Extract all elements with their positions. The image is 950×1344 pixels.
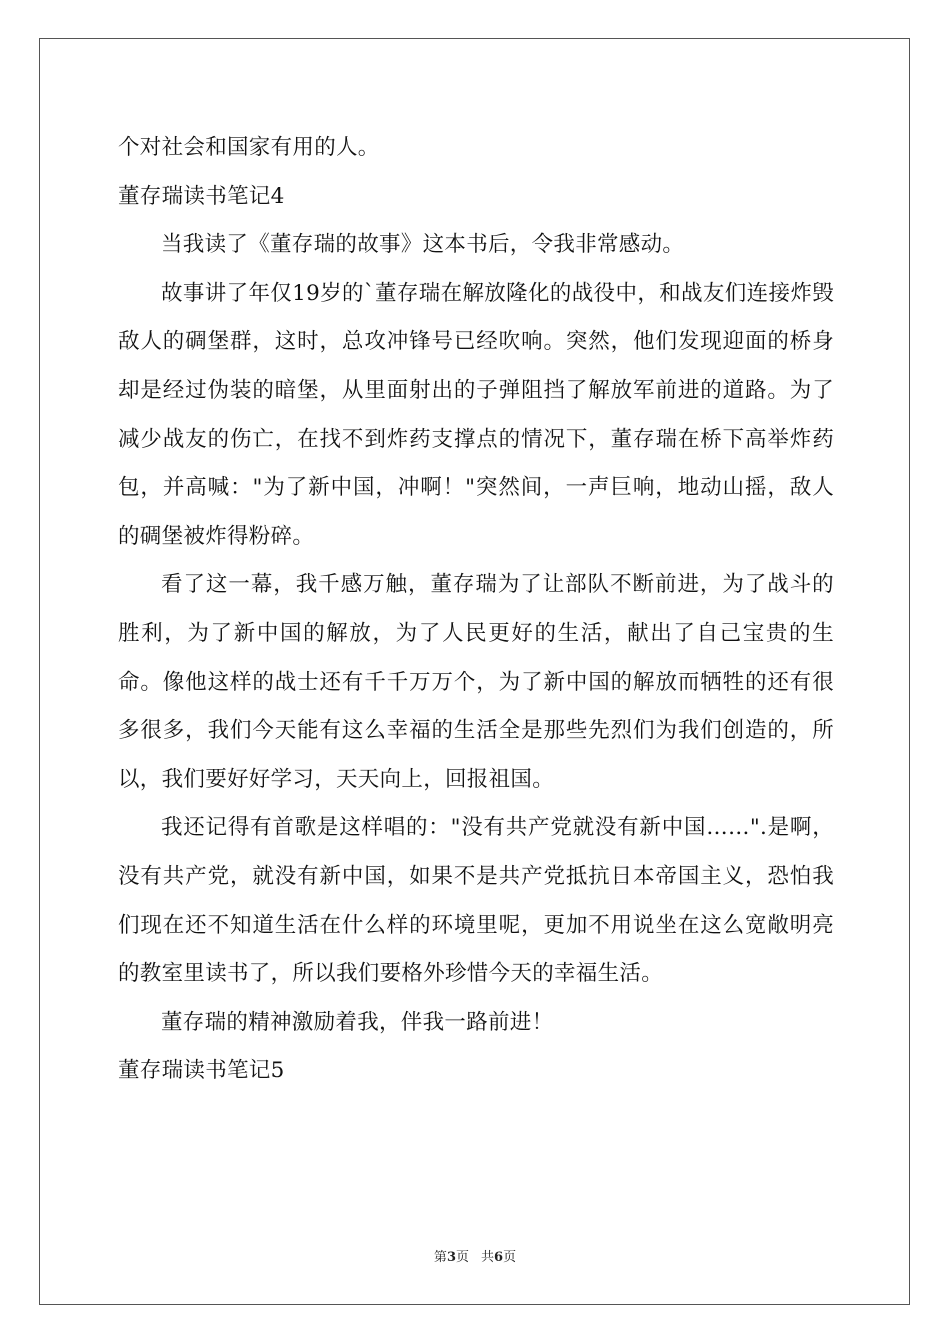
paragraph-4: 我还记得有首歌是这样唱的："没有共产党就没有新中国……".是啊，没有共产党，就没有新中国，如果不是共产党抵抗日本帝国主义，恐怕我们现在还不知道生活在什么样的环境里呢，更加不用说坐在这么宽敞明亮的教室里读书了，所以我们要格外珍惜今天的幸福生活。 [118, 815, 834, 987]
document-body [118, 124, 834, 1096]
total-suffix: 页 [503, 1250, 517, 1265]
section-title-4: 董存瑞读书笔记4 [118, 183, 285, 209]
page-footer [0, 1246, 950, 1265]
paragraph-2: 故事讲了年仅19岁的`董存瑞在解放隆化的战役中，和战友们连接炸毁敌人的碉堡群，这时，总攻冲锋号已经吹响。突然，他们发现迎面的桥身却是经过伪装的暗堡，从里面射出的子弹阻挡了解放军前进的道路。为了减少战友的伤亡，在找不到炸药支撑点的情况下，董存瑞在桥下高举炸药包，并高喊："为了新中国，冲啊！"突然间，一声巨响，地动山摇，敌人的碉堡被炸得粉碎。 [118, 280, 834, 549]
continued-line: 个对社会和国家有用的人。 [118, 135, 380, 160]
paragraph-5: 董存瑞的精神激励着我，伴我一路前进！ [161, 1009, 554, 1035]
page-prefix: 第 [433, 1250, 447, 1265]
page-total-number: 6 [494, 1250, 504, 1265]
paragraph-3: 看了这一幕，我千感万触，董存瑞为了让部队不断前进，为了战斗的胜利，为了新中国的解放，为了人民更好的生活，献出了自己宝贵的生命。像他这样的战士还有千千万万个，为了新中国的解放而牺牲的还有很多很多，我们今天能有这么幸福的生活全是那些先烈们为我们创造的，所以，我们要好好学习，天天向上，回报祖国。 [118, 572, 834, 792]
paragraph-1: 当我读了《董存瑞的故事》这本书后，令我非常感动。 [161, 232, 685, 258]
total-prefix: 共 [481, 1250, 495, 1265]
page-current-number: 3 [446, 1250, 456, 1265]
page-mid: 页 [455, 1250, 469, 1265]
section-title-5: 董存瑞读书笔记5 [118, 1058, 285, 1084]
